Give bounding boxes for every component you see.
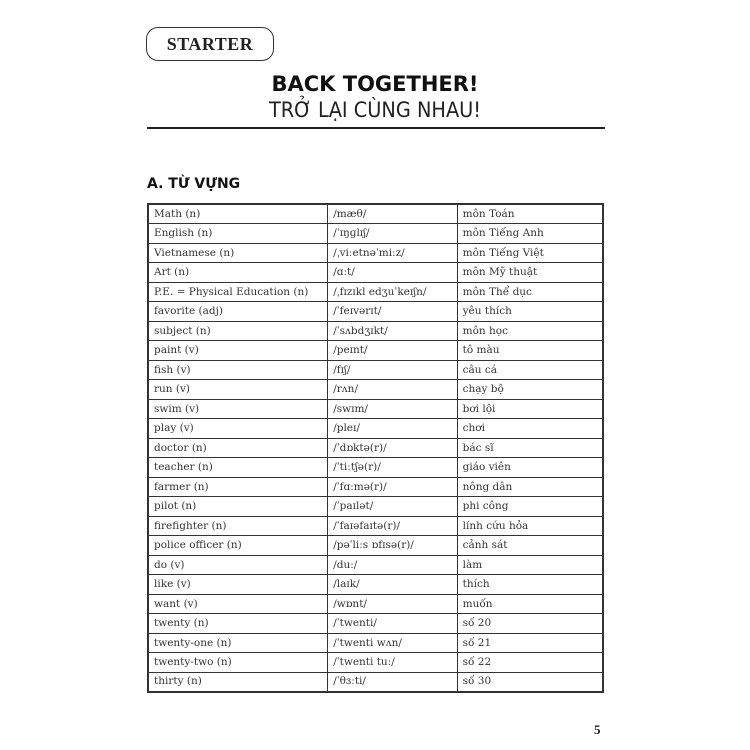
table-row [148, 263, 603, 283]
vocab-word: farmer (n) [148, 477, 328, 497]
vocab-word: swim (v) [148, 399, 328, 419]
vocab-pronunciation: /ˈtwenti/ [328, 614, 457, 634]
vocab-word: Math (n) [148, 204, 328, 224]
vocab-meaning: số 20 [457, 614, 603, 634]
vocab-word: favorite (adj) [148, 302, 328, 322]
vocab-word: firefighter (n) [148, 516, 328, 536]
table-row [148, 594, 603, 614]
vocab-meaning: môn Tiếng Việt [457, 243, 603, 263]
table-row [148, 341, 603, 361]
vocab-meaning: làm [457, 555, 603, 575]
table-row [148, 243, 603, 263]
vocab-word: twenty-two (n) [148, 653, 328, 673]
vocab-pronunciation: /pəˈliːs ɒfɪsə(r)/ [328, 536, 457, 556]
vocab-word: fish (v) [148, 360, 328, 380]
vocab-meaning: muốn [457, 594, 603, 614]
table-row [148, 477, 603, 497]
vocab-meaning: môn Thể dục [457, 282, 603, 302]
vocab-pronunciation: /swɪm/ [328, 399, 457, 419]
vocab-pronunciation: /ˈtwenti tuː/ [328, 653, 457, 673]
vocab-pronunciation: /ˈfɑːmə(r)/ [328, 477, 457, 497]
vocab-word: pilot (n) [148, 497, 328, 517]
page-subtitle: TRỞ LẠI CÙNG NHAU! [268, 98, 482, 122]
vocab-word: twenty-one (n) [148, 633, 328, 653]
vocab-meaning: giáo viên [457, 458, 603, 478]
vocab-word: like (v) [148, 575, 328, 595]
vocab-word: English (n) [148, 224, 328, 244]
table-row [148, 672, 603, 692]
vocab-word: do (v) [148, 555, 328, 575]
table-row [148, 380, 603, 400]
vocab-word: P.E. = Physical Education (n) [148, 282, 328, 302]
vocab-meaning: bơi lội [457, 399, 603, 419]
vocab-pronunciation: /peɪnt/ [328, 341, 457, 361]
vocab-pronunciation: /ˌviːetnəˈmiːz/ [328, 243, 457, 263]
vocab-pronunciation: /ɑːt/ [328, 263, 457, 283]
table-row [148, 282, 603, 302]
table-row [148, 419, 603, 439]
table-row [148, 633, 603, 653]
section-heading: A. TỪ VỰNG [147, 176, 241, 192]
table-row [148, 555, 603, 575]
vocab-meaning: câu cá [457, 360, 603, 380]
vocab-meaning: bác sĩ [457, 438, 603, 458]
vocab-meaning: cảnh sát [457, 536, 603, 556]
page-number: 5 [594, 722, 601, 737]
vocab-word: thirty (n) [148, 672, 328, 692]
table-row [148, 497, 603, 517]
vocab-meaning: môn học [457, 321, 603, 341]
title-divider [147, 127, 605, 129]
vocab-word: run (v) [148, 380, 328, 400]
vocab-word: doctor (n) [148, 438, 328, 458]
table-row [148, 516, 603, 536]
vocab-meaning: số 30 [457, 672, 603, 692]
vocab-pronunciation: /ˈɪŋɡlɪʃ/ [328, 224, 457, 244]
vocab-word: want (v) [148, 594, 328, 614]
vocab-pronunciation: /mæθ/ [328, 204, 457, 224]
vocab-pronunciation: /laɪk/ [328, 575, 457, 595]
vocab-pronunciation: /ˈsʌbdʒɪkt/ [328, 321, 457, 341]
vocab-meaning: chạy bộ [457, 380, 603, 400]
vocab-meaning: nông dân [457, 477, 603, 497]
vocab-meaning: số 21 [457, 633, 603, 653]
page-title: BACK TOGETHER! [271, 72, 479, 96]
vocab-pronunciation: /ˈfaɪəfaɪtə(r)/ [328, 516, 457, 536]
vocab-meaning: môn Tiếng Anh [457, 224, 603, 244]
vocab-meaning: tô màu [457, 341, 603, 361]
vocab-pronunciation: /ˈpaɪlət/ [328, 497, 457, 517]
vocab-pronunciation: /ˌfɪzɪkl edʒuˈkeɪʃn/ [328, 282, 457, 302]
vocab-pronunciation: /ˈθɜːti/ [328, 672, 457, 692]
vocab-meaning: môn Toán [457, 204, 603, 224]
vocab-meaning: thích [457, 575, 603, 595]
table-row [148, 204, 603, 224]
vocabulary-table [147, 203, 604, 693]
unit-badge [146, 27, 274, 61]
vocab-meaning: số 22 [457, 653, 603, 673]
vocab-pronunciation: /ˈdɒktə(r)/ [328, 438, 457, 458]
vocab-pronunciation: /rʌn/ [328, 380, 457, 400]
table-row [148, 653, 603, 673]
vocab-meaning: yêu thích [457, 302, 603, 322]
table-row [148, 536, 603, 556]
table-row [148, 321, 603, 341]
vocab-pronunciation: /pleɪ/ [328, 419, 457, 439]
table-row [148, 458, 603, 478]
vocab-word: twenty (n) [148, 614, 328, 634]
vocab-pronunciation: /duː/ [328, 555, 457, 575]
vocab-word: police officer (n) [148, 536, 328, 556]
vocab-meaning: phi công [457, 497, 603, 517]
vocab-word: play (v) [148, 419, 328, 439]
table-row [148, 438, 603, 458]
vocab-pronunciation: /ˈtiːtʃə(r)/ [328, 458, 457, 478]
vocab-word: Art (n) [148, 263, 328, 283]
vocab-meaning: lính cứu hỏa [457, 516, 603, 536]
table-row [148, 614, 603, 634]
vocab-word: subject (n) [148, 321, 328, 341]
table-row [148, 360, 603, 380]
unit-badge-label: STARTER [166, 33, 254, 54]
vocab-meaning: chơi [457, 419, 603, 439]
table-row [148, 575, 603, 595]
vocab-pronunciation: /fɪʃ/ [328, 360, 457, 380]
vocab-pronunciation: /ˈfeɪvərɪt/ [328, 302, 457, 322]
vocab-pronunciation: /wɒnt/ [328, 594, 457, 614]
vocab-pronunciation: /ˈtwenti wʌn/ [328, 633, 457, 653]
vocab-meaning: môn Mỹ thuật [457, 263, 603, 283]
table-row [148, 224, 603, 244]
table-row [148, 302, 603, 322]
vocab-word: Vietnamese (n) [148, 243, 328, 263]
vocab-word: teacher (n) [148, 458, 328, 478]
vocab-word: paint (v) [148, 341, 328, 361]
table-row [148, 399, 603, 419]
